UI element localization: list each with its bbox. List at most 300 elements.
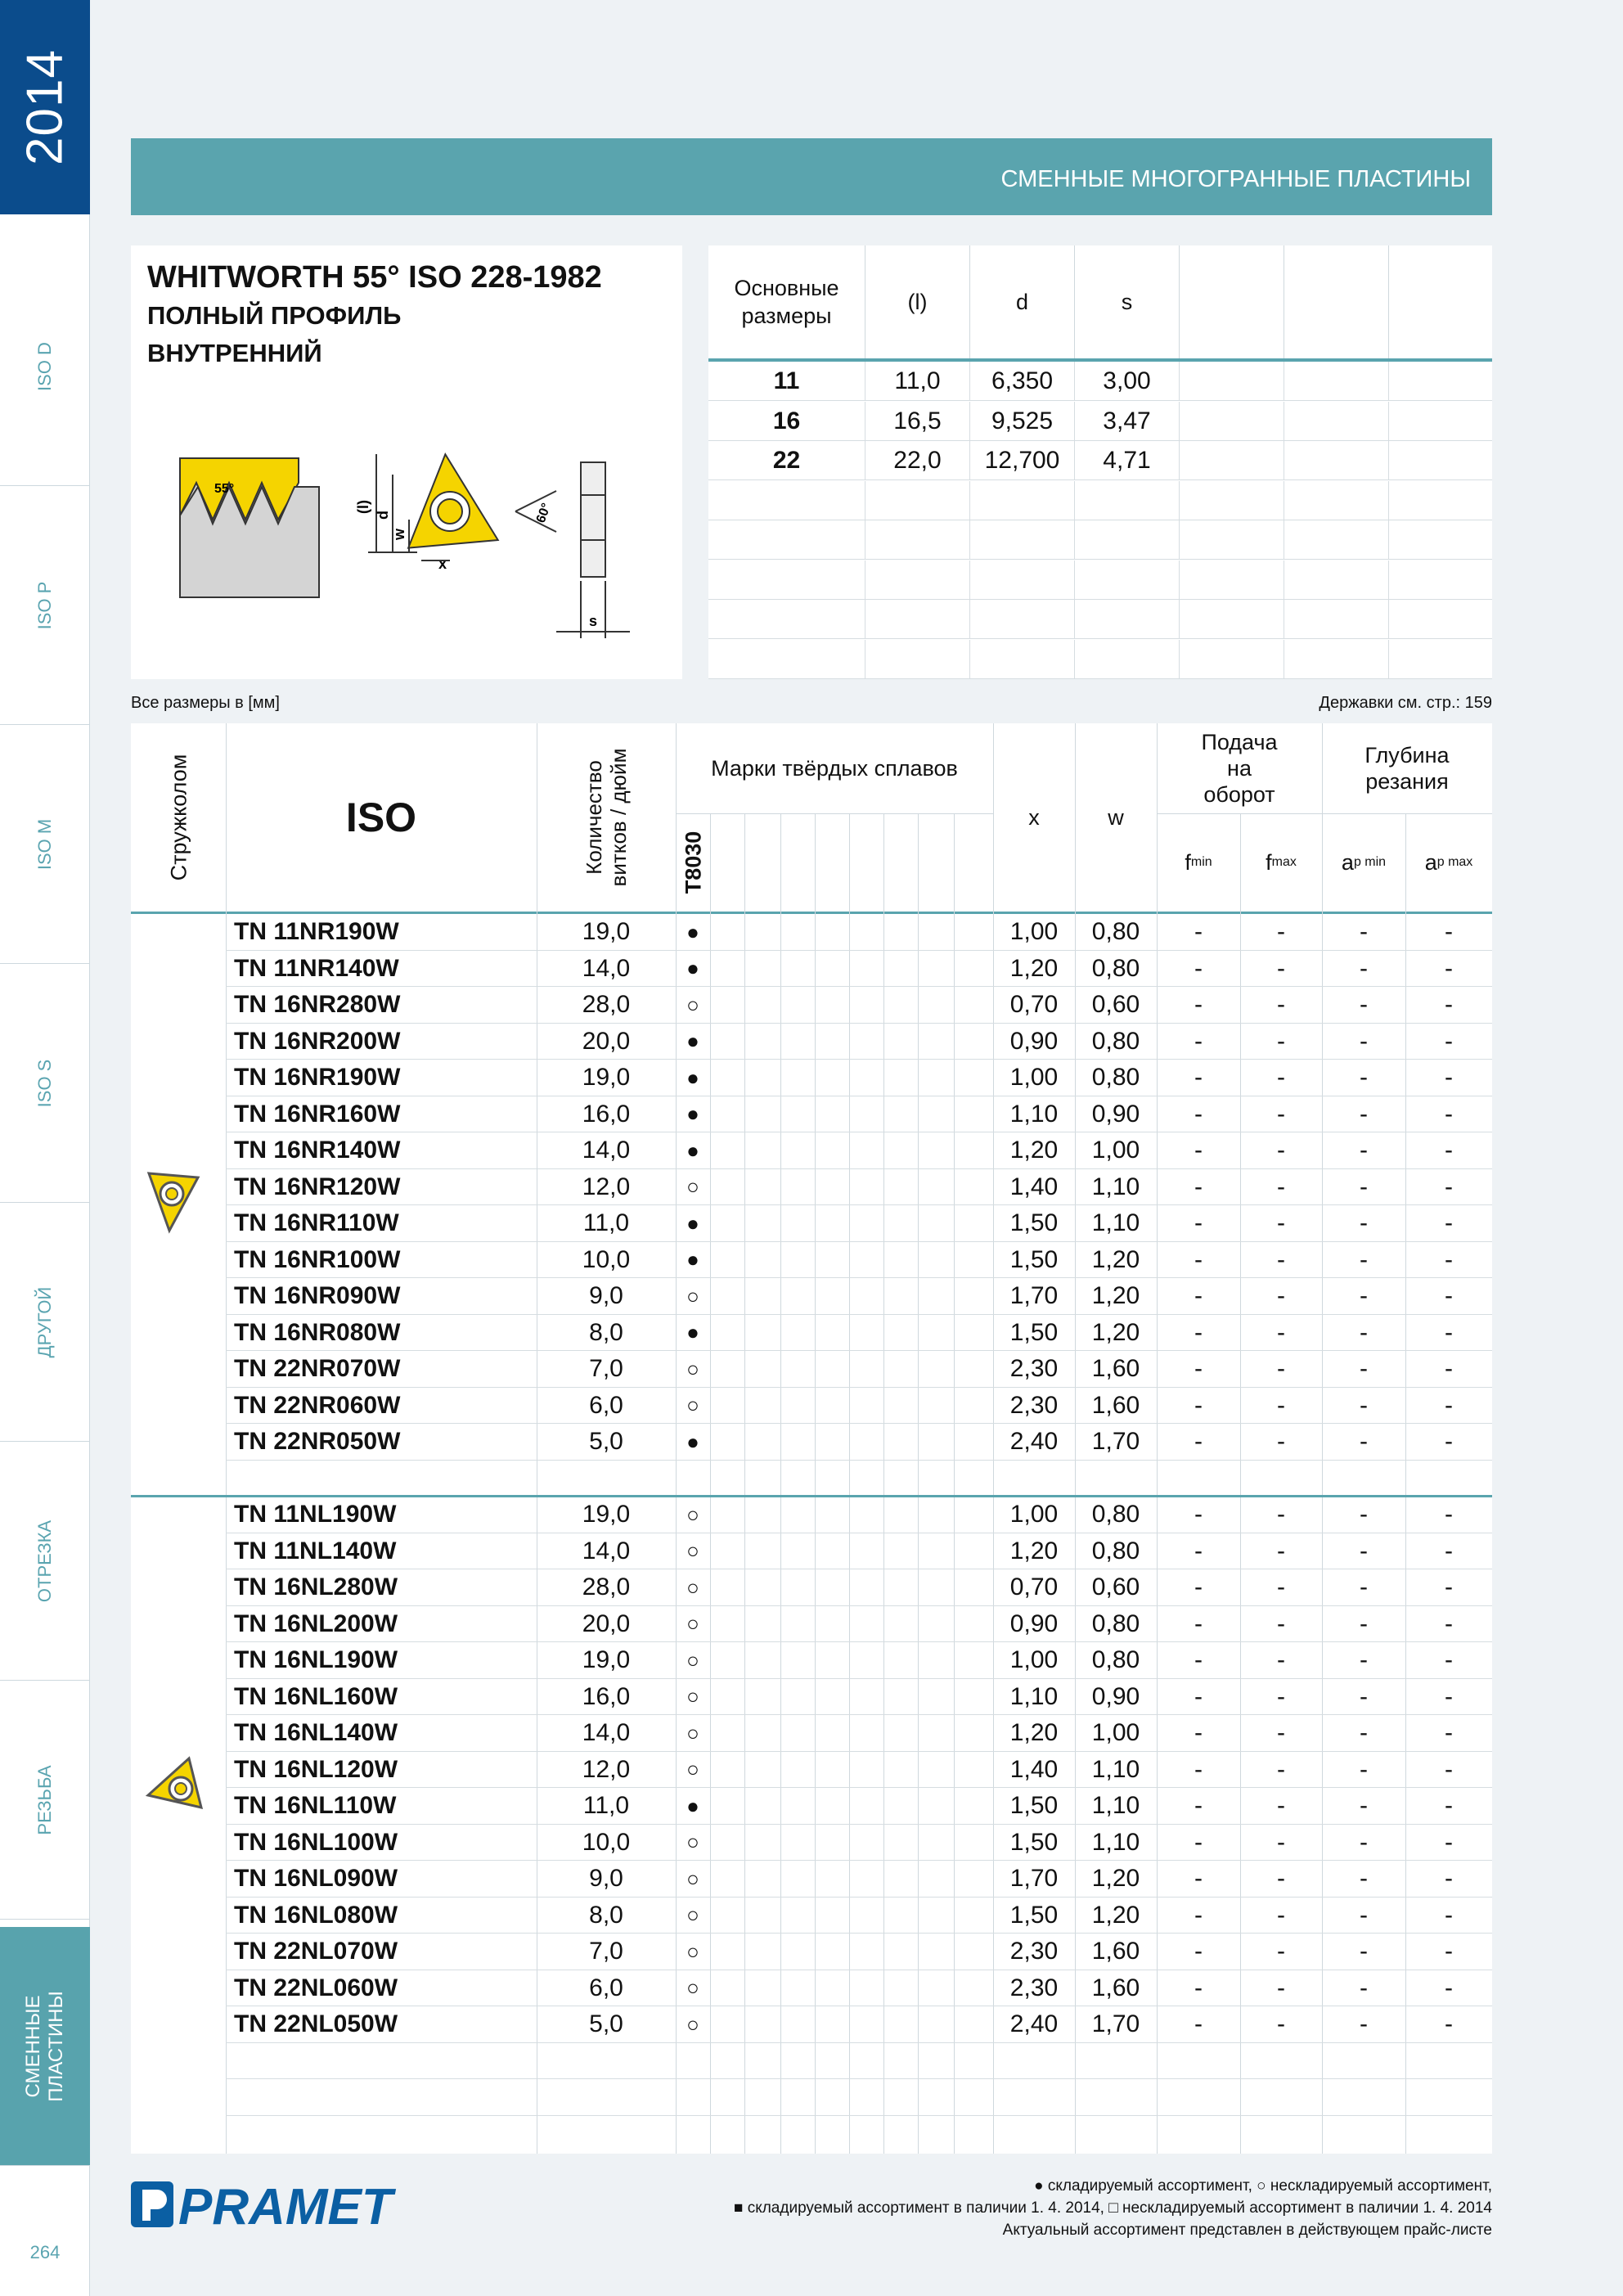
dim-header-main: Основные размеры: [708, 245, 865, 358]
threads-per-inch: 14,0: [582, 1537, 631, 1564]
threads-per-inch: 6,0: [589, 1974, 623, 2001]
value-w: 1,10: [1091, 1792, 1140, 1820]
table-row: [226, 1497, 1492, 1533]
threads-per-inch: 28,0: [582, 1573, 631, 1601]
table-row: [226, 951, 1492, 988]
side-tab-iso-s[interactable]: [0, 964, 90, 1203]
table-row: [226, 1898, 1492, 1934]
table-row: [226, 1606, 1492, 1643]
cutting-value: [1240, 2079, 1322, 2116]
value-x: 1,10: [1009, 1682, 1059, 1710]
insert-code: TN 16NL110W: [234, 1792, 397, 1820]
insert-code: [226, 2079, 537, 2116]
side-tab-iso-d[interactable]: [0, 247, 90, 486]
header-tpi-label: Количество витков / дюйм: [582, 748, 631, 887]
legend-line-2: ■ складируемый ассортимент в паличии 1. 4. 2014, □ нескладируемый ассортимент в паличии 1. 4. 2014: [733, 2199, 1492, 2217]
dim-cell: [708, 600, 865, 639]
grade-availability: ●: [686, 956, 699, 981]
grade-availability: ●: [686, 1793, 699, 1818]
header-subrule: [1157, 813, 1492, 814]
header-grade-label: T8030: [681, 831, 705, 894]
cutting-value: -: [1194, 2010, 1203, 2038]
insert-code: TN 16NR160W: [234, 1100, 401, 1128]
side-tab-label: РЕЗЬБА: [34, 1765, 55, 1835]
threads-per-inch: 10,0: [582, 1828, 631, 1856]
threads-per-inch: 19,0: [582, 1064, 631, 1092]
threads-per-inch: 12,0: [582, 1755, 631, 1783]
dim-cell: [1284, 560, 1389, 600]
cutting-value: -: [1194, 1173, 1203, 1200]
table-row: [226, 1788, 1492, 1825]
header-apmin: [1322, 813, 1405, 912]
cutting-value: -: [1194, 1646, 1203, 1674]
table-row: [226, 1096, 1492, 1133]
value-w: 0,80: [1091, 918, 1140, 946]
side-tab-threading[interactable]: [0, 1681, 90, 1920]
header-apmax: [1405, 813, 1492, 912]
cutting-value: -: [1445, 1245, 1453, 1273]
dim-cell: 6,350: [970, 362, 1075, 401]
cutting-value: -: [1277, 991, 1285, 1019]
grade-availability: ○: [686, 992, 699, 1017]
insert-code: TN 16NR280W: [234, 991, 401, 1019]
dim-cell: [970, 481, 1075, 520]
value-w: 0,80: [1091, 1027, 1140, 1055]
dim-cell: [1389, 402, 1492, 441]
dim-cell: [1389, 640, 1492, 679]
cutting-value: -: [1277, 1355, 1285, 1383]
value-x: 1,50: [1009, 1318, 1059, 1346]
dim-d-label: d: [375, 511, 391, 520]
dim-header-d: d: [970, 245, 1075, 358]
side-tab-inserts[interactable]: [0, 1927, 90, 2166]
cutting-value: -: [1277, 2010, 1285, 2038]
table-row: [226, 1861, 1492, 1898]
value-x: 2,40: [1009, 2010, 1059, 2038]
grade-availability: ○: [686, 1757, 699, 1782]
value-w: 1,10: [1091, 1173, 1140, 1200]
table-row: [226, 1132, 1492, 1169]
cutting-value: -: [1277, 1682, 1285, 1710]
dim-row: [708, 402, 1492, 441]
dim-cell: [1075, 560, 1180, 600]
threads-per-inch: 16,0: [582, 1100, 631, 1128]
angle-60-label: 60°: [533, 501, 555, 525]
cutting-value: -: [1445, 991, 1453, 1019]
threads-per-inch: 7,0: [589, 1355, 623, 1383]
dim-cell: [1284, 600, 1389, 639]
value-x: 2,30: [1009, 1974, 1059, 2001]
cutting-value: -: [1445, 1719, 1453, 1747]
threads-per-inch: 6,0: [589, 1391, 623, 1419]
side-tab-label: ISO P: [34, 581, 55, 630]
cutting-value: -: [1277, 918, 1285, 946]
table-row: [226, 1278, 1492, 1315]
insert-code: TN 22NL070W: [234, 1938, 398, 1965]
header-grades: Марки твёрдых сплавов: [711, 756, 958, 781]
cutting-value: -: [1360, 1537, 1368, 1564]
value-x: 1,70: [1009, 1282, 1059, 1310]
cutting-value: -: [1445, 1355, 1453, 1383]
threads-per-inch: 20,0: [582, 1609, 631, 1637]
side-tab-label: ДРУГОЙ: [34, 1286, 55, 1358]
value-x: 1,40: [1009, 1755, 1059, 1783]
threads-per-inch: 28,0: [582, 991, 631, 1019]
insert-code: TN 16NR080W: [234, 1318, 401, 1346]
table-row: [226, 1970, 1492, 2007]
insert-code: TN 16NL200W: [234, 1609, 398, 1637]
value-w: 0,80: [1091, 1646, 1140, 1674]
cutting-value: -: [1194, 1027, 1203, 1055]
dim-cell: [1389, 600, 1492, 639]
dim-l-label: (l): [355, 500, 371, 514]
dim-cell: [1389, 441, 1492, 480]
dim-cell: [1180, 600, 1284, 639]
cutting-value: -: [1360, 1137, 1368, 1164]
header-x: x: [1028, 805, 1040, 830]
cutting-value: -: [1194, 1282, 1203, 1310]
header-tpi: [537, 723, 676, 912]
value-x: 1,00: [1009, 1501, 1059, 1528]
dim-cell: [1389, 520, 1492, 560]
value-w: [1075, 1461, 1157, 1497]
cutting-value: -: [1194, 954, 1203, 982]
cutting-value: -: [1445, 1755, 1453, 1783]
cutting-value: [1405, 1461, 1492, 1497]
cutting-value: -: [1445, 1282, 1453, 1310]
dim-cell: [865, 481, 970, 520]
cutting-value: -: [1277, 1792, 1285, 1820]
value-w: 0,80: [1091, 1537, 1140, 1564]
cutting-value: [1157, 2079, 1240, 2116]
value-x: 1,00: [1009, 1646, 1059, 1674]
cutting-value: [1405, 2079, 1492, 2116]
cutting-value: -: [1445, 2010, 1453, 2038]
threads-per-inch: 19,0: [582, 918, 631, 946]
cutting-value: -: [1445, 1974, 1453, 2001]
cutting-value: -: [1194, 1137, 1203, 1164]
header-fmin-sub: min: [1190, 855, 1212, 869]
side-tab-iso-m[interactable]: [0, 725, 90, 964]
dim-cell: [970, 560, 1075, 600]
table-row: [226, 1424, 1492, 1461]
cutting-value: -: [1194, 1318, 1203, 1346]
table-row: [226, 1569, 1492, 1606]
side-tab-label: ISO S: [34, 1059, 55, 1108]
threads-per-inch: 7,0: [589, 1938, 623, 1965]
cutting-value: -: [1194, 1245, 1203, 1273]
value-w: 0,80: [1091, 1064, 1140, 1092]
dim-cell: [1284, 481, 1389, 520]
insert-code: TN 11NR140W: [234, 954, 399, 982]
cutting-value: -: [1445, 1318, 1453, 1346]
dim-header-empty: [1284, 245, 1389, 358]
dim-cell: 22,0: [865, 441, 970, 480]
dim-cell: 16,5: [865, 402, 970, 441]
insert-code: TN 16NL280W: [234, 1573, 398, 1601]
value-w: 0,80: [1091, 954, 1140, 982]
dim-w-label: w: [391, 528, 407, 540]
threads-per-inch: [537, 2079, 676, 2116]
insert-code: TN 16NL100W: [234, 1828, 398, 1856]
header-chipbreaker: [131, 723, 226, 912]
insert-icon-right: [141, 1165, 206, 1239]
insert-code: TN 16NL120W: [234, 1755, 398, 1783]
cutting-value: -: [1445, 1137, 1453, 1164]
cutting-value: -: [1277, 1719, 1285, 1747]
threads-per-inch: 20,0: [582, 1027, 631, 1055]
cutting-value: -: [1277, 1865, 1285, 1893]
dim-cell: [865, 640, 970, 679]
cutting-value: -: [1445, 1938, 1453, 1965]
value-x: 0,70: [1009, 1573, 1059, 1601]
grade-availability: ●: [686, 1210, 699, 1236]
insert-code: TN 16NL190W: [234, 1646, 398, 1674]
side-tab-label: СМЕННЫЕ ПЛАСТИНЫ: [22, 1991, 67, 2102]
grade-availability: ●: [686, 919, 699, 944]
cutting-value: -: [1360, 1428, 1368, 1456]
table-row: [226, 1205, 1492, 1242]
dim-cell: 3,47: [1075, 402, 1180, 441]
insert-code: TN 16NL140W: [234, 1719, 398, 1747]
header-fmax: [1240, 813, 1322, 912]
side-tab-other[interactable]: [0, 1203, 90, 1442]
product-type: ВНУТРЕННИЙ: [147, 339, 322, 367]
threads-per-inch: 5,0: [589, 1428, 623, 1456]
dim-cell: [708, 640, 865, 679]
grade-availability: ●: [686, 1101, 699, 1127]
threads-per-inch: 9,0: [589, 1282, 623, 1310]
cutting-value: -: [1445, 1792, 1453, 1820]
insert-code: TN 16NL160W: [234, 1682, 398, 1710]
cutting-value: -: [1277, 1938, 1285, 1965]
cutting-value: -: [1194, 1792, 1203, 1820]
dim-cell: 22: [708, 441, 865, 480]
insert-code: TN 11NL140W: [234, 1537, 397, 1564]
side-tab-parting[interactable]: [0, 1442, 90, 1681]
value-w: 0,80: [1091, 1501, 1140, 1528]
cutting-value: -: [1360, 1828, 1368, 1856]
dim-row: [708, 362, 1492, 401]
cutting-value: -: [1194, 1064, 1203, 1092]
grade-availability: ○: [686, 2011, 699, 2037]
grade-availability: ○: [686, 1174, 699, 1200]
cutting-value: -: [1277, 1391, 1285, 1419]
cutting-value: -: [1360, 1318, 1368, 1346]
value-x: 1,40: [1009, 1173, 1059, 1200]
cutting-value: -: [1277, 1137, 1285, 1164]
cutting-value: [1240, 1461, 1322, 1497]
side-tab-iso-p[interactable]: [0, 486, 90, 725]
cutting-value: -: [1194, 1428, 1203, 1456]
threads-per-inch: 8,0: [589, 1318, 623, 1346]
value-w: 1,20: [1091, 1245, 1140, 1273]
value-x: 0,70: [1009, 991, 1059, 1019]
threads-per-inch: 12,0: [582, 1173, 631, 1200]
dim-header-l: (l): [865, 245, 970, 358]
value-x: [993, 1461, 1075, 1497]
dim-cell: [1180, 520, 1284, 560]
cutting-value: -: [1445, 1865, 1453, 1893]
dimensions-table: [708, 245, 1492, 679]
cutting-value: -: [1277, 1646, 1285, 1674]
cutting-value: -: [1360, 918, 1368, 946]
cutting-value: -: [1194, 1100, 1203, 1128]
cutting-value: -: [1194, 1609, 1203, 1637]
insert-code: TN 22NR070W: [234, 1355, 401, 1383]
dim-cell: [1180, 402, 1284, 441]
cutting-value: -: [1360, 1865, 1368, 1893]
grade-availability: ○: [686, 1538, 699, 1564]
cutting-value: -: [1277, 1173, 1285, 1200]
grade-availability: ○: [686, 1574, 699, 1600]
threads-per-inch: 19,0: [582, 1646, 631, 1674]
dim-cell: 4,71: [1075, 441, 1180, 480]
value-w: 1,00: [1091, 1137, 1140, 1164]
dim-cell: [708, 481, 865, 520]
insert-drawing: [172, 442, 663, 671]
dim-cell: [970, 640, 1075, 679]
header-iso: ISO: [345, 795, 417, 840]
table-row: [226, 1461, 1492, 1497]
dim-cell: [1075, 520, 1180, 560]
grade-availability: ○: [686, 1830, 699, 1855]
cutting-value: -: [1360, 1573, 1368, 1601]
product-title: WHITWORTH 55° ISO 228-1982: [147, 260, 602, 295]
threads-per-inch: [537, 1461, 676, 1497]
grade-availability: ●: [686, 1065, 699, 1090]
cutting-value: [1240, 2043, 1322, 2080]
cutting-value: -: [1194, 1501, 1203, 1528]
cutting-value: -: [1360, 1100, 1368, 1128]
value-w: 1,60: [1091, 1974, 1140, 2001]
cutting-value: -: [1277, 954, 1285, 982]
holders-note: Державки см. стр.: 159: [1319, 694, 1492, 712]
insert-code: TN 16NR100W: [234, 1245, 401, 1273]
grade-availability: [676, 2043, 710, 2080]
side-tab-label: ISO M: [34, 818, 55, 871]
value-w: 1,60: [1091, 1355, 1140, 1383]
dim-x-label: x: [438, 556, 447, 572]
grade-availability: ○: [686, 1720, 699, 1745]
value-w: 1,20: [1091, 1865, 1140, 1893]
threads-per-inch: 19,0: [582, 1501, 631, 1528]
value-w: 1,70: [1091, 2010, 1140, 2038]
cutting-value: -: [1445, 1173, 1453, 1200]
table-row: [226, 2006, 1492, 2043]
cutting-value: -: [1277, 1027, 1285, 1055]
dim-cell: 11: [708, 362, 865, 401]
sidebar: [0, 0, 90, 2296]
cutting-value: -: [1445, 1100, 1453, 1128]
dim-cell: 16: [708, 402, 865, 441]
header-depth: Глубина резания: [1364, 743, 1450, 794]
grade-availability: ○: [686, 1902, 699, 1928]
dim-header-empty: [1180, 245, 1284, 358]
cutting-value: -: [1360, 1792, 1368, 1820]
insert-code: [226, 1461, 537, 1497]
logo-text: PRAMET: [178, 2179, 393, 2234]
header-w: w: [1108, 805, 1124, 830]
cutting-value: -: [1194, 1391, 1203, 1419]
cutting-value: -: [1445, 1064, 1453, 1092]
cutting-value: -: [1277, 1573, 1285, 1601]
cutting-value: -: [1360, 1938, 1368, 1965]
table-row: [226, 1715, 1492, 1752]
grade-availability: ●: [686, 1320, 699, 1345]
dim-cell: [1075, 481, 1180, 520]
value-x: 1,00: [1009, 918, 1059, 946]
pramet-logo: [131, 2177, 401, 2234]
cutting-value: -: [1194, 1537, 1203, 1564]
header-apmax-label: a: [1424, 850, 1437, 875]
dim-row: [708, 600, 1492, 639]
insert-icon-left: [144, 1754, 209, 1820]
header-apmin-label: a: [1341, 850, 1354, 875]
cutting-value: -: [1360, 2010, 1368, 2038]
header-chipbreaker-label: Стружколом: [166, 754, 191, 881]
table-row: [226, 1060, 1492, 1096]
cutting-value: -: [1277, 1974, 1285, 2001]
cutting-value: -: [1445, 954, 1453, 982]
dim-cell: [1284, 402, 1389, 441]
dim-cell: [708, 520, 865, 560]
insert-code: TN 16NR110W: [234, 1209, 399, 1237]
cutting-value: -: [1445, 1573, 1453, 1601]
cutting-value: -: [1445, 1828, 1453, 1856]
cutting-value: [1157, 2043, 1240, 2080]
insert-code: TN 11NR190W: [234, 918, 399, 946]
threads-per-inch: [537, 2043, 676, 2080]
value-x: 1,00: [1009, 1064, 1059, 1092]
dim-cell: [1389, 362, 1492, 401]
grade-availability: ○: [686, 1684, 699, 1709]
table-row: [226, 1825, 1492, 1862]
cutting-value: -: [1360, 1646, 1368, 1674]
value-w: 1,10: [1091, 1828, 1140, 1856]
table-row: [226, 1642, 1492, 1679]
title-card: [131, 245, 682, 679]
table-row: [226, 2079, 1492, 2116]
grade-availability: ○: [686, 1501, 699, 1527]
dim-cell: [865, 600, 970, 639]
cutting-value: -: [1360, 1355, 1368, 1383]
cutting-value: -: [1445, 918, 1453, 946]
value-x: 2,40: [1009, 1428, 1059, 1456]
threads-per-inch: 8,0: [589, 1901, 623, 1929]
cutting-value: -: [1360, 1609, 1368, 1637]
cutting-value: -: [1194, 991, 1203, 1019]
dim-cell: [1180, 481, 1284, 520]
value-w: 0,90: [1091, 1100, 1140, 1128]
dim-cell: [1180, 640, 1284, 679]
insert-code: TN 22NL060W: [234, 1974, 398, 2001]
value-x: 0,90: [1009, 1609, 1059, 1637]
value-x: 1,20: [1009, 954, 1059, 982]
table-row: [226, 914, 1492, 951]
cutting-value: [1322, 2079, 1405, 2116]
value-x: 1,70: [1009, 1865, 1059, 1893]
grade-availability: ○: [686, 1356, 699, 1381]
table-row: [226, 1351, 1492, 1388]
grade-availability: ○: [686, 1611, 699, 1636]
threads-per-inch: 10,0: [582, 1245, 631, 1273]
cutting-value: -: [1194, 1865, 1203, 1893]
value-x: 1,10: [1009, 1100, 1059, 1128]
cutting-value: -: [1277, 1318, 1285, 1346]
value-w: 1,10: [1091, 1209, 1140, 1237]
legend-line-1: ● складируемый ассортимент, ○ нескладируемый ассортимент,: [1034, 2177, 1492, 2195]
